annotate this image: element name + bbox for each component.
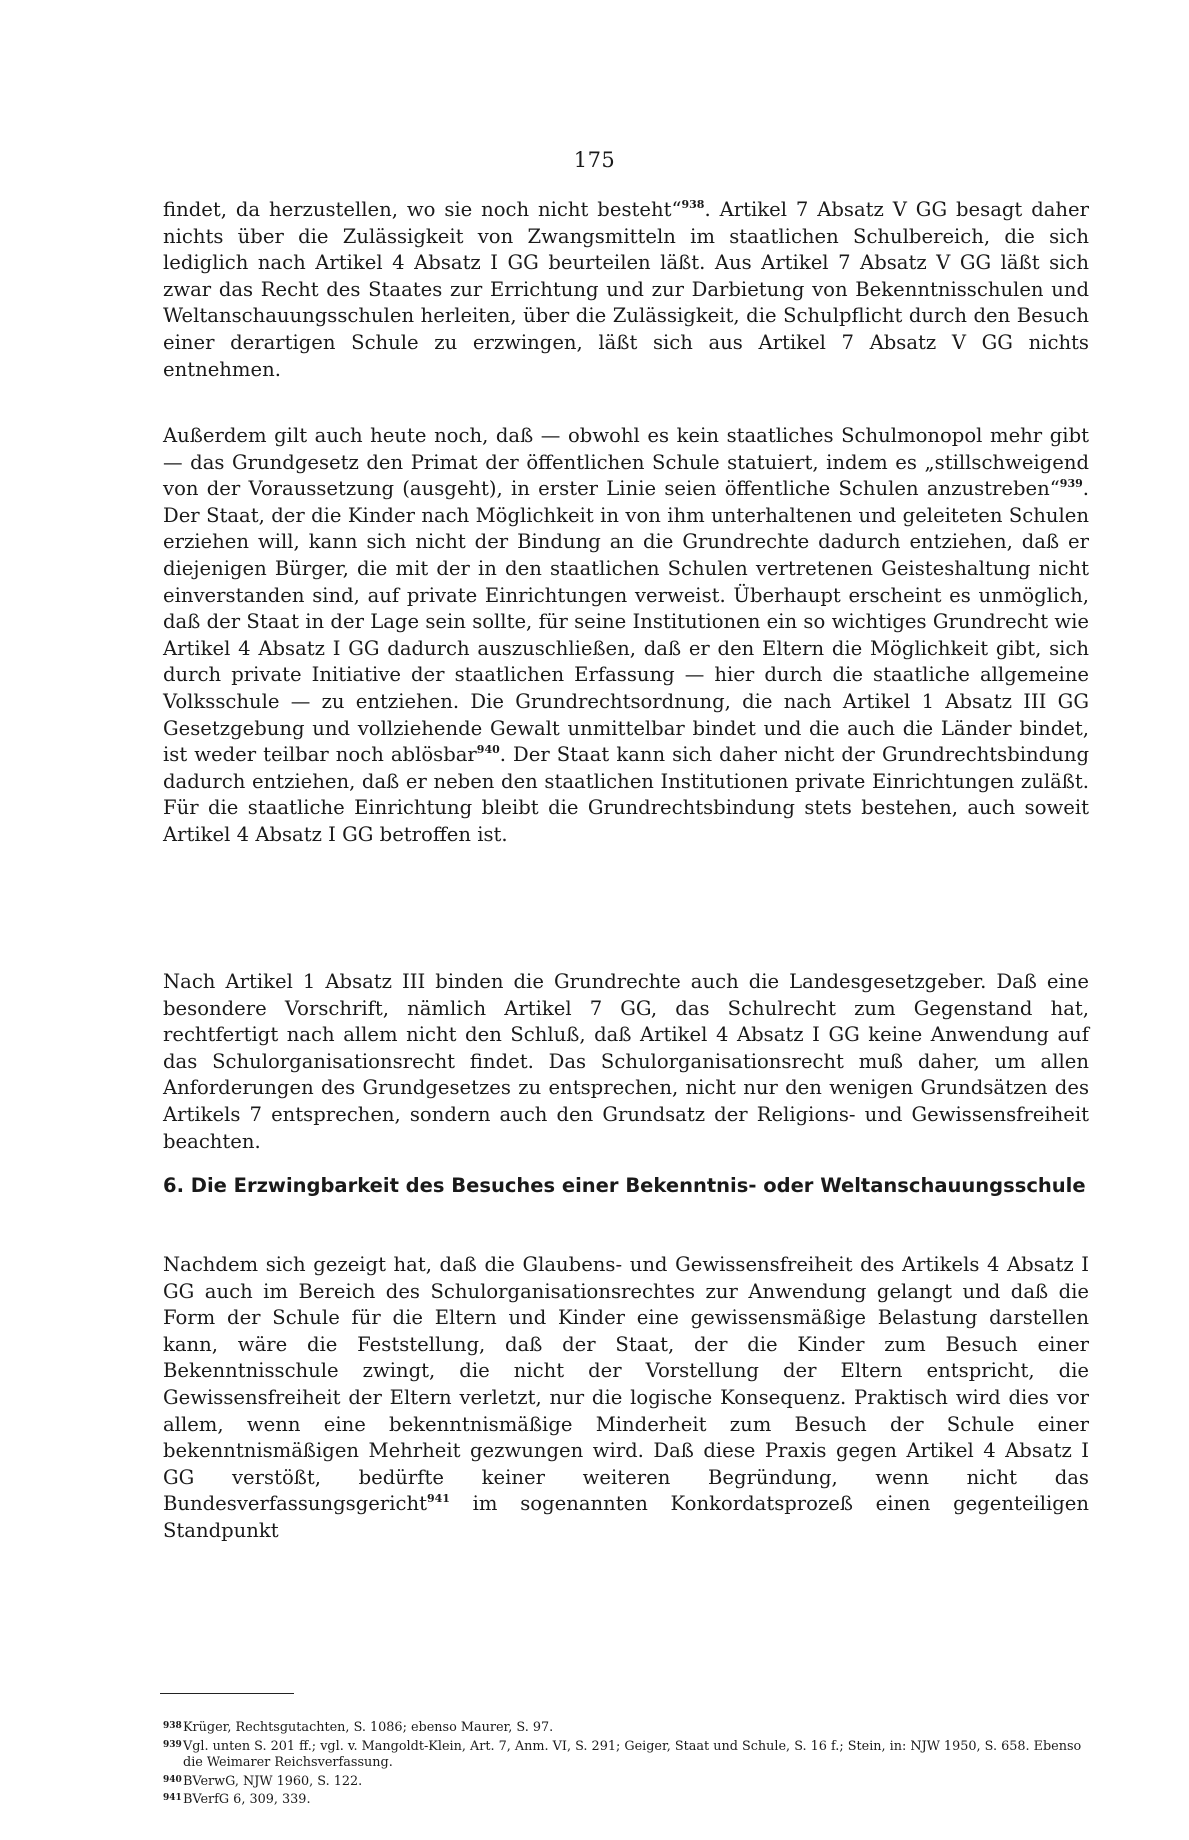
paragraph [163, 197, 1089, 383]
footnote-text: BVerwG, NJW 1960, S. 122. [183, 1773, 363, 1789]
paragraph [163, 1252, 1089, 1545]
section-heading: 6. Die Erzwingbarkeit des Besuches einer Bekenntnis- oder Weltanschauungsschule [163, 1174, 1086, 1197]
footnote [163, 1737, 1089, 1772]
paragraph-text: im sogenannten Konkordatsprozeß einen gegenteiligen Standpunkt [163, 1492, 1089, 1542]
paragraph-text: findet, da herzustellen, wo sie noch nicht besteht“ [163, 198, 682, 221]
footnote-text: Vgl. unten S. 201 ff.; vgl. v. Mangoldt-Klein, Art. 7, Anm. VI, S. 291; Geiger, Staat und Schule, S. 16 f.; Stein, in: NJW 1950, S. 658. Ebenso die Weimarer Reichsverfassung. [183, 1738, 1082, 1771]
paragraph-text: Nachdem sich gezeigt hat, daß die Glaubens- und Gewissensfreiheit des Artikels 4 Absatz I GG auch im Bereich des Schulorganisationsrechtes zur Anwendung gelangt und daß die Form der Schule für die Eltern und Kinder eine gewissensmäßige Belastung darstellen kann, wäre die Feststellung, daß der Staat, der die Kinder zum Besuch einer Bekenntnisschule zwingt, die nicht der Vorstellung der Eltern entspricht, die Gewissensfreiheit der Eltern verletzt, nur die logische Konsequenz. Praktisch wird dies vor allem, wenn eine bekenntnismäßige Minderheit zum Besuch der Schule einer bekenntnismäßigen Mehrheit gezwungen wird. Daß diese Praxis gegen Artikel 4 Absatz I GG verstößt, bedürfte keiner weiteren Begründung, wenn nicht das Bundesverfassungsgericht [163, 1253, 1089, 1516]
footnote-reference: 940 [476, 743, 500, 757]
footnote-reference: 941 [426, 1492, 450, 1506]
footnote-divider [160, 1693, 294, 1694]
page-number: 175 [573, 148, 616, 172]
footnote-reference: 939 [1059, 477, 1083, 491]
footnote-text: BVerfG 6, 309, 339. [183, 1792, 311, 1808]
footnote-number: 938 [163, 1721, 182, 1731]
paragraph [163, 969, 1089, 1155]
footnote [163, 1790, 1089, 1809]
footnote [163, 1718, 1089, 1737]
footnote-number: 940 [163, 1774, 182, 1785]
paragraph-text: . Artikel 7 Absatz V GG besagt daher nichts über die Zulässigkeit von Zwangsmitteln im staatlichen Schulbereich, die sich lediglich nach Artikel 4 Absatz I GG beurteilen läßt. Aus Artikel 7 Absatz V GG läßt sich zwar das Recht des Staates zur Errichtung und zur Darbietung von Bekenntnisschulen und Weltanschauungsschulen herleiten, über die Zulässigkeit, die Schulpflicht durch den Besuch einer derartigen Schule zu erzwingen, läßt sich aus Artikel 7 Absatz V GG nichts entnehmen. [163, 198, 1089, 381]
paragraph-text: . Der Staat, der die Kinder nach Möglichkeit in von ihm unterhaltenen und geleiteten Schulen erziehen will, kann sich nicht der Bindung an die Grundrechte dadurch entziehen, daß er diejenigen Bürger, die mit der in den staatlichen Schulen vertretenen Geisteshaltung nicht einverstanden sind, auf private Einrichtungen verweist. Überhaupt erscheint es unmöglich, daß der Staat in der Lage sein sollte, für seine Institutionen ein so wichtiges Grundrecht wie Artikel 4 Absatz I GG dadurch auszuschließen, daß er den Eltern die Möglichkeit gibt, sich durch private Initiative der staatlichen Erfassung — hier durch die staatliche allgemeine Volksschule — zu entziehen. Die Grundrechtsordnung, die nach Artikel 1 Absatz III GG Gesetzgebung und vollziehende Gewalt unmittelbar bindet und die auch die Länder bindet, ist weder teilbar noch ablösbar [163, 477, 1089, 767]
paragraph-text: Nach Artikel 1 Absatz III binden die Grundrechte auch die Landesgesetzgeber. Daß eine besondere Vorschrift, nämlich Artikel 7 GG, das Schulrecht zum Gegenstand hat, rechtfertigt nach allem nicht den Schluß, daß Artikel 4 Absatz I GG keine Anwendung auf das Schulorganisationsrecht findet. Das Schulorganisationsrecht muß daher, um allen Anforderungen des Grundgesetzes zu entsprechen, nicht nur den wenigen Grundsätzen des Artikels 7 entsprechen, sondern auch den Grundsatz der Religions- und Gewissensfreiheit beachten. [163, 970, 1089, 1153]
footnote-number: 941 [163, 1793, 182, 1804]
footnote [163, 1772, 1089, 1791]
paragraph-text: . Der Staat kann sich daher nicht der Grundrechtsbindung dadurch entziehen, daß er neben den staatlichen Institutionen private Einrichtungen zuläßt. Für die staatliche Einrichtung bleibt die Grundrechtsbindung stets bestehen, auch soweit Artikel 4 Absatz I GG betroffen ist. [163, 743, 1089, 846]
paragraph-text: Außerdem gilt auch heute noch, daß — obwohl es kein staatliches Schulmonopol mehr gibt — das Grundgesetz den Primat der öffentlichen Schule statuiert, indem es „stillschweigend von der Voraussetzung (ausgeht), in erster Linie seien öffentliche Schulen anzustreben“ [163, 424, 1089, 501]
footnote-number: 939 [163, 1739, 182, 1750]
paragraph [163, 423, 1089, 849]
footnote-text: Krüger, Rechtsgutachten, S. 1086; ebenso Maurer, S. 97. [183, 1720, 554, 1735]
footnotes [163, 1718, 1089, 1809]
footnote-reference: 938 [681, 198, 705, 211]
